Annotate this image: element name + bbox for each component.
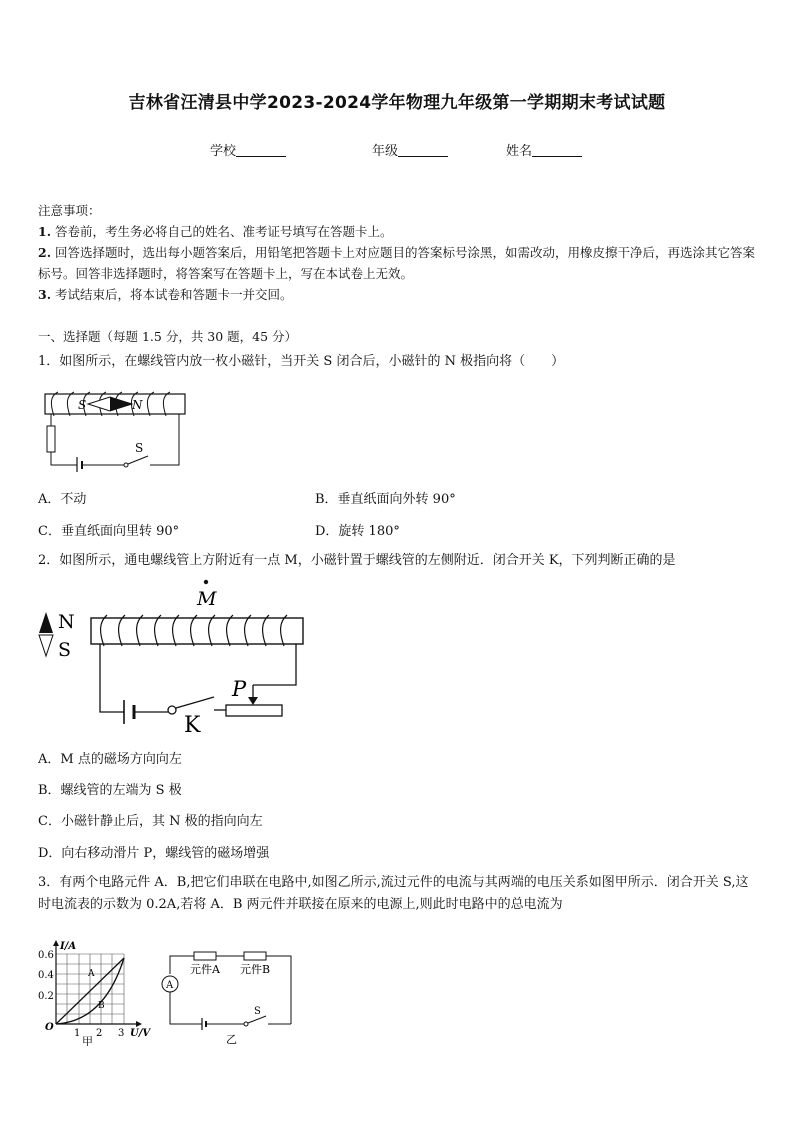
q2-option-b[interactable]: B．螺线管的左端为 S 极: [38, 783, 182, 798]
q3-ylabel: I/A: [60, 941, 77, 952]
name-field[interactable]: [506, 140, 582, 159]
q1-switch-label: S: [135, 441, 144, 455]
note-num: 3.: [38, 287, 52, 302]
q1-switch: [128, 456, 148, 464]
q2-label-m: M: [197, 588, 217, 610]
q3-ammeter-label: A: [166, 980, 174, 991]
note-text: 答卷前，考生务必将自己的姓名、准考证号填写在答题卡上。: [55, 224, 393, 239]
q3-curve-a-label: A: [88, 969, 95, 979]
q2-slider-arrow: [248, 697, 258, 705]
q3-ytick: 0.2: [38, 991, 54, 1002]
q2-label-s: S: [58, 639, 72, 661]
page-title: 吉林省汪清县中学2023-2024学年物理九年级第一学期期末考试试题: [128, 93, 666, 113]
q3-ytick: 0.4: [38, 970, 54, 981]
q2-stem: 2．如图所示，通电螺线管上方附近有一点 M，小磁针置于螺线管的左侧附近．闭合开关 K，下列判断正确的是: [38, 553, 676, 568]
q1-resistor: [47, 426, 55, 452]
q1-option-b[interactable]: B．垂直纸面向外转 90°: [315, 492, 456, 507]
q3-xtick: 1: [74, 1028, 81, 1039]
notes-heading: 注意事项：: [38, 203, 101, 218]
q2-option-a[interactable]: A．M 点的磁场方向向左: [38, 752, 182, 767]
q3-xtick: 2: [96, 1028, 103, 1039]
grade-blank[interactable]: [398, 143, 448, 157]
q1-label-s: S: [78, 398, 87, 412]
q3-ytick: 0.6: [38, 950, 54, 961]
q1-label-n: N: [132, 398, 143, 412]
note-text: 回答选择题时，选出每小题答案后，用铅笔把答题卡上对应题目的答案标号涂黑，如需改动，用橡皮擦干净后，再选涂其它答案标号。回答非选择题时，将答案写在答题卡上，写在本试卷上无效。: [38, 245, 756, 281]
grade-label: 年级: [372, 144, 399, 159]
q3-element-a-label: 元件A: [190, 963, 220, 976]
q3-element-b-label: 元件B: [240, 963, 271, 976]
q3-element-b: [244, 952, 266, 960]
q3-stem: 3．有两个电路元件 A．B,把它们串联在电路中,如图乙所示,流过元件的电流与其两端的电压关系如图甲所示．闭合开关 S,这时电流表的示数为 0.2A,若将 A．B 两元件并联接在原来的电源上,则此时电路中的总电流为: [38, 875, 749, 912]
school-blank[interactable]: [236, 143, 286, 157]
section-heading: 一、选择题（每题 1.5 分，共 30 题，45 分）: [38, 329, 298, 344]
q3-switch: [248, 1016, 266, 1023]
q3-graph: [36, 938, 156, 1046]
note-item: [38, 284, 760, 305]
q1-figure: [40, 386, 190, 472]
notes: [38, 200, 760, 305]
q2-label-n: N: [58, 611, 75, 633]
q2-option-c[interactable]: C．小磁针静止后，其 N 极的指向向左: [38, 814, 263, 829]
q2-figure: [34, 576, 314, 736]
q3-circuit: [160, 944, 300, 1046]
school-field[interactable]: [210, 140, 286, 159]
q3-xlabel: U/V: [130, 1028, 151, 1039]
q3-origin: O: [45, 1022, 54, 1033]
school-label: 学校: [210, 144, 237, 159]
note-num: 2.: [38, 245, 52, 260]
q1-option-d[interactable]: D．旋转 180°: [315, 524, 400, 539]
q2-label-p: P: [232, 677, 247, 701]
q2-rheostat: [226, 705, 282, 716]
q2-switch: [176, 697, 214, 708]
q3-element-a: [194, 952, 216, 960]
q3-graph-caption: 甲: [82, 1035, 93, 1046]
name-label: 姓名: [506, 144, 533, 159]
q2-option-d[interactable]: D．向右移动滑片 P，螺线管的磁场增强: [38, 846, 270, 861]
note-item: [38, 221, 760, 242]
q1-option-c[interactable]: C．垂直纸面向里转 90°: [38, 524, 180, 539]
q3-circuit-caption: 乙: [226, 1033, 237, 1046]
q2-label-k: K: [184, 713, 201, 736]
q3-switch-label: S: [254, 1006, 261, 1017]
q3-curve-b-label: B: [98, 1001, 105, 1011]
note-item: [38, 242, 760, 284]
q1-stem: 1．如图所示，在螺线管内放一枚小磁针，当开关 S 闭合后，小磁针的 N 极指向将（ ）: [38, 354, 565, 369]
note-num: 1.: [38, 224, 52, 239]
q3-xtick: 3: [118, 1028, 125, 1039]
grade-field[interactable]: [372, 140, 448, 159]
note-text: 考试结束后，将本试卷和答题卡一并交回。: [55, 287, 293, 302]
q1-option-a[interactable]: A．不动: [38, 492, 87, 507]
name-blank[interactable]: [532, 143, 582, 157]
